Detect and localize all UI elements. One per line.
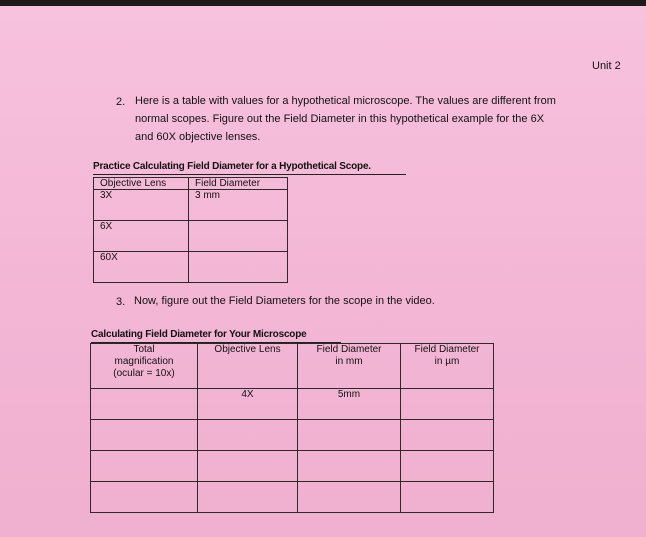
table-row bbox=[91, 389, 494, 420]
table-cell: 3X bbox=[94, 190, 189, 221]
header-total-magnification bbox=[91, 344, 198, 389]
header-line: magnification bbox=[114, 356, 174, 367]
table-cell bbox=[401, 451, 494, 482]
header-field-diameter-um bbox=[401, 344, 494, 389]
header-line: Field Diameter bbox=[316, 344, 382, 355]
table-cell bbox=[198, 482, 298, 513]
unit-label: Unit 2 bbox=[592, 60, 621, 72]
question-2-number: 2. bbox=[116, 96, 126, 108]
table-row bbox=[91, 451, 494, 482]
table-header-row bbox=[94, 178, 288, 190]
table-cell bbox=[198, 420, 298, 451]
table-cell: 60X bbox=[94, 252, 189, 283]
table-row bbox=[91, 482, 494, 513]
table-cell bbox=[91, 482, 198, 513]
practice-table-caption: Practice Calculating Field Diameter for a Hypothetical Scope. bbox=[93, 161, 371, 172]
header-line: in µm bbox=[434, 356, 460, 367]
table-row bbox=[94, 252, 288, 283]
table-cell: 4X bbox=[198, 389, 298, 420]
table-row bbox=[91, 420, 494, 451]
header-objective-lens bbox=[198, 344, 298, 389]
table-cell bbox=[401, 482, 494, 513]
question-3-text: Now, figure out the Field Diameters for the scope in the video. bbox=[134, 295, 435, 307]
table-cell bbox=[298, 482, 401, 513]
header-field-diameter-mm bbox=[298, 344, 401, 389]
table-cell bbox=[298, 420, 401, 451]
table-cell bbox=[198, 451, 298, 482]
question-2-line: normal scopes. Figure out the Field Diameter in this hypothetical example for the 6X bbox=[135, 113, 545, 125]
question-2-line: and 60X objective lenses. bbox=[135, 131, 261, 143]
header-line: Objective Lens bbox=[214, 344, 281, 355]
worksheet-page bbox=[0, 6, 646, 537]
table-cell bbox=[401, 420, 494, 451]
table-row bbox=[94, 190, 288, 221]
table-cell bbox=[189, 221, 288, 252]
your-microscope-table bbox=[90, 343, 494, 513]
your-table-caption: Calculating Field Diameter for Your Microscope bbox=[91, 329, 307, 340]
question-3-number: 3. bbox=[116, 296, 126, 308]
table-row bbox=[94, 221, 288, 252]
table-cell: 6X bbox=[94, 221, 189, 252]
header-field-diameter: Field Diameter bbox=[189, 178, 288, 190]
header-line: Total bbox=[133, 344, 155, 355]
caption-underline bbox=[93, 174, 406, 175]
table-header-row bbox=[91, 344, 494, 389]
table-cell bbox=[91, 420, 198, 451]
table-cell bbox=[401, 389, 494, 420]
table-cell bbox=[91, 389, 198, 420]
header-objective-lens: Objective Lens bbox=[94, 178, 189, 190]
question-2-line: Here is a table with values for a hypothetical microscope. The values are different from bbox=[135, 95, 556, 107]
table-cell: 3 mm bbox=[189, 190, 288, 221]
header-line: Field Diameter bbox=[414, 344, 480, 355]
header-line: in mm bbox=[335, 356, 363, 367]
table-cell bbox=[189, 252, 288, 283]
table-cell bbox=[298, 451, 401, 482]
table-cell: 5mm bbox=[298, 389, 401, 420]
table-cell bbox=[91, 451, 198, 482]
question-2-text bbox=[135, 92, 556, 146]
header-line: (ocular = 10x) bbox=[113, 368, 175, 379]
practice-table bbox=[93, 177, 288, 283]
